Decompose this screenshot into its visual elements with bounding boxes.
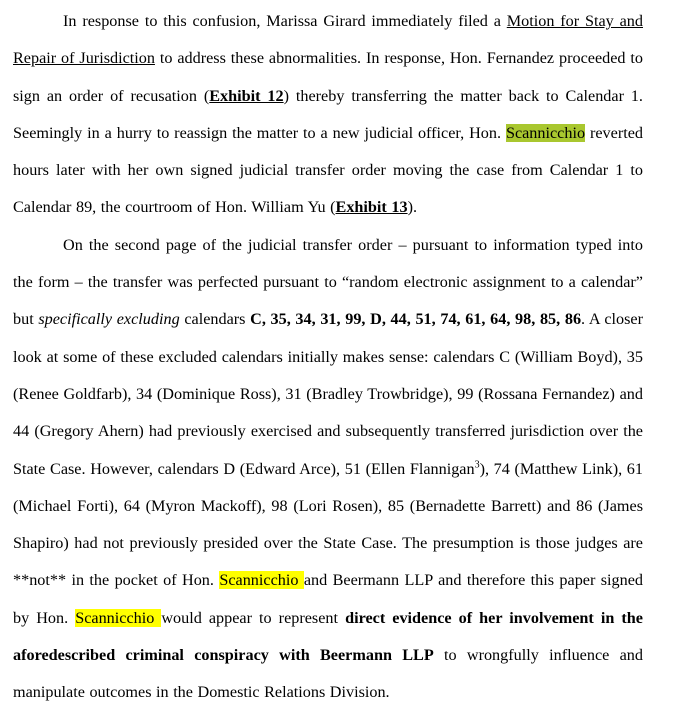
text-run: . A closer look at some of these excluded calendars initially makes sense: calendars C (William Boyd), 35 (Renee Goldfarb), 34 (Dominique Ross), 31 (Bradley Trowbridge), 99 (Rossana Fernandez) and 44 (Gregory Ahern) had previously exercised and subsequently transferred jurisdiction over the State Case. However, calendars D (Edward Arce), 51 (Ellen Flannigan xyxy=(13,310,643,478)
text-run: In response to this confusion, Marissa Girard immediately filed a xyxy=(63,12,507,30)
scannicchio-highlight-yellow: Scannicchio xyxy=(75,608,162,627)
excluded-calendars-list: C, 35, 34, 31, 99, D, 44, 51, 74, 61, 64, 98, 85, 86 xyxy=(250,310,582,329)
scannicchio-highlight-yellow: Scannicchio xyxy=(219,571,304,590)
text-run: calendars xyxy=(179,310,251,329)
text-run: ). xyxy=(407,198,417,217)
text-run: ) thereby transferring the matter back to Calendar 1. Seemingly in a hurry to reassign the matter to a new judicial officer, Hon. xyxy=(13,86,643,142)
text-run: and Beermann LLP and therefore this paper signed by Hon. xyxy=(13,571,644,627)
footnote-ref-3: 3 xyxy=(474,459,480,471)
motion-title-underlined: Motion for Stay and Repair of Jurisdiction xyxy=(13,12,643,68)
text-run: to wrongfully influence and manipulate outcomes in the Domestic Relations Division. xyxy=(13,646,643,702)
exhibit-13-ref: Exhibit 13 xyxy=(335,198,408,217)
text-run: to address these abnormalities. In response, Hon. Fernandez proceeded to sign an order of recusation ( xyxy=(13,49,643,105)
exhibit-12-ref: Exhibit 12 xyxy=(209,86,284,105)
text-run: On the second page of the judicial transfer order – pursuant to information typed into the form – the transfer was perfected pursuant to “random electronic assignment to a calendar” but xyxy=(13,235,643,329)
document-body xyxy=(13,3,643,712)
scannicchio-highlight-green: Scannicchio xyxy=(505,123,586,142)
text-run: ), 74 (Matthew Link), 61 (Michael Forti), 64 (Myron Mackoff), 98 (Lori Rosen), 85 (Bernadette Barrett) and 86 (James Shapiro) had not previously presided over the State Case. The presumption is those judges are **not** in the pocket of Hon. xyxy=(13,459,643,590)
text-run: would appear to represent xyxy=(161,608,346,627)
paragraph-1 xyxy=(13,3,643,227)
paragraph-2 xyxy=(13,227,643,712)
italic-emphasis: specifically excluding xyxy=(38,310,180,329)
text-run: reverted hours later with her own signed judicial transfer order moving the case from Calendar 1 to Calendar 89, the courtroom of Hon. William Yu ( xyxy=(13,123,643,217)
bold-emphasis: direct evidence of her involvement in the aforedescribed criminal conspiracy with Beermann LLP xyxy=(13,608,643,665)
